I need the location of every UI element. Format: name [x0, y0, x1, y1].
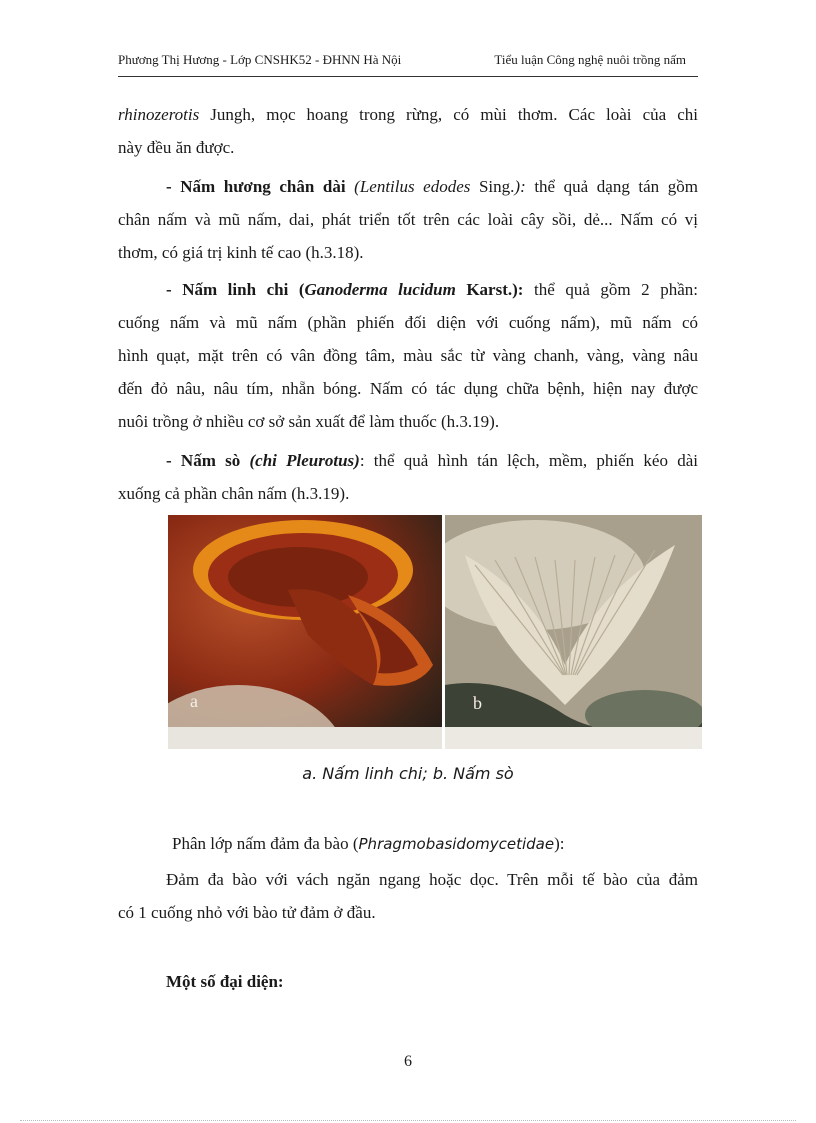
paragraph-3-line-1	[118, 273, 698, 306]
p1-text: Jungh, mọc hoang trong rừng, có mùi thơm. Các loài của chi	[199, 105, 698, 124]
photo-linh-chi	[168, 515, 442, 749]
paragraph-6-line-1: Đảm đa bào với vách ngăn ngang hoặc dọc. Trên mỗi tế bào của đảm	[166, 870, 698, 889]
paragraph-6-line-2: có 1 cuống nhỏ với bào tử đảm ở đầu.	[118, 903, 376, 922]
paragraph-2-line-1	[118, 170, 698, 203]
term-lentinus: - Nấm hương chân dài	[166, 177, 346, 196]
term-linh-chi: - Nấm linh chi	[166, 280, 289, 299]
author: Sing.	[470, 177, 515, 196]
ganoderma-illustration	[168, 515, 442, 749]
photo-nam-so	[445, 515, 702, 749]
p4-text-1: : thể quả hình tán lệch, mềm, phiến kéo dài	[359, 451, 699, 470]
page-number: 6	[404, 1053, 412, 1070]
label-b: b	[473, 693, 482, 713]
chi-open: (chi	[240, 451, 287, 470]
paragraph-3-line-4: đến đỏ nâu, nâu tím, nhẵn bóng. Nấm có tác dụng chữa bệnh, hiện nay được	[118, 379, 698, 398]
species-epithet: rhinozerotis	[118, 105, 200, 124]
heading-text: Một số đại diện:	[166, 972, 284, 991]
p5-text-1: Phân lớp nấm đảm đa bào (	[172, 834, 359, 853]
paragraph-3-line-5: nuôi trồng ở nhiều cơ sở sản xuất để làm thuốc (h.3.19).	[118, 412, 500, 431]
p5-text-2: ):	[554, 834, 565, 853]
p3-text-1: thể quả gồm 2 phần:	[523, 280, 698, 299]
author-karst: Karst.):	[455, 280, 524, 299]
label-a: a	[190, 691, 198, 711]
paragraph-4-line-2: xuống cả phần chân nấm (h.3.19).	[118, 484, 350, 503]
pleurotus-illustration	[445, 515, 702, 749]
paragraph-2-line-3: thơm, có giá trị kinh tế cao (h.3.18).	[118, 243, 364, 262]
header-left: Phương Thị Hương - Lớp CNSHK52 - ĐHNN Hà Nội	[118, 52, 402, 67]
latin-ganoderma: Ganoderma lucidum	[304, 280, 456, 299]
header-right: Tiểu luận Công nghệ nuôi trồng nấm	[494, 52, 686, 67]
paragraph-3-line-3: hình quạt, mặt trên có vân đồng tâm, màu sắc từ vàng chanh, vàng, vàng nâu	[118, 346, 698, 365]
figure-caption: a. Nấm linh chi; b. Nấm sò	[302, 764, 514, 783]
latin-name: (Lentilus edodes	[345, 177, 471, 196]
section-heading	[166, 965, 746, 998]
paragraph-1-line-2: này đều ăn được.	[118, 138, 235, 157]
paren: ):	[514, 177, 526, 196]
page-header	[118, 50, 698, 77]
p2-text-1: thể quả dạng tán gồm	[525, 177, 698, 196]
paragraph-5	[172, 827, 692, 861]
latin-pleurotus: Pleurotus)	[286, 451, 360, 470]
paragraph-4-line-1	[118, 444, 698, 477]
paragraph-2-line-2: chân nấm và mũ nấm, dai, phát triển tốt trên các loài cây sồi, dẻ... Nấm có vị	[118, 210, 698, 229]
paragraph-3-line-2: cuống nấm và mũ nấm (phần phiến đối diện với cuống nấm), mũ nấm có	[118, 313, 698, 332]
mushroom-figure	[168, 515, 702, 749]
term-nam-so: - Nấm sò	[166, 451, 241, 470]
latin-phragmobasidomycetidae: Phragmobasidomycetidae	[358, 835, 555, 853]
bottom-dotted-line	[20, 1120, 796, 1121]
paren-open: (	[288, 280, 305, 299]
paragraph-1-line-1	[118, 98, 698, 131]
